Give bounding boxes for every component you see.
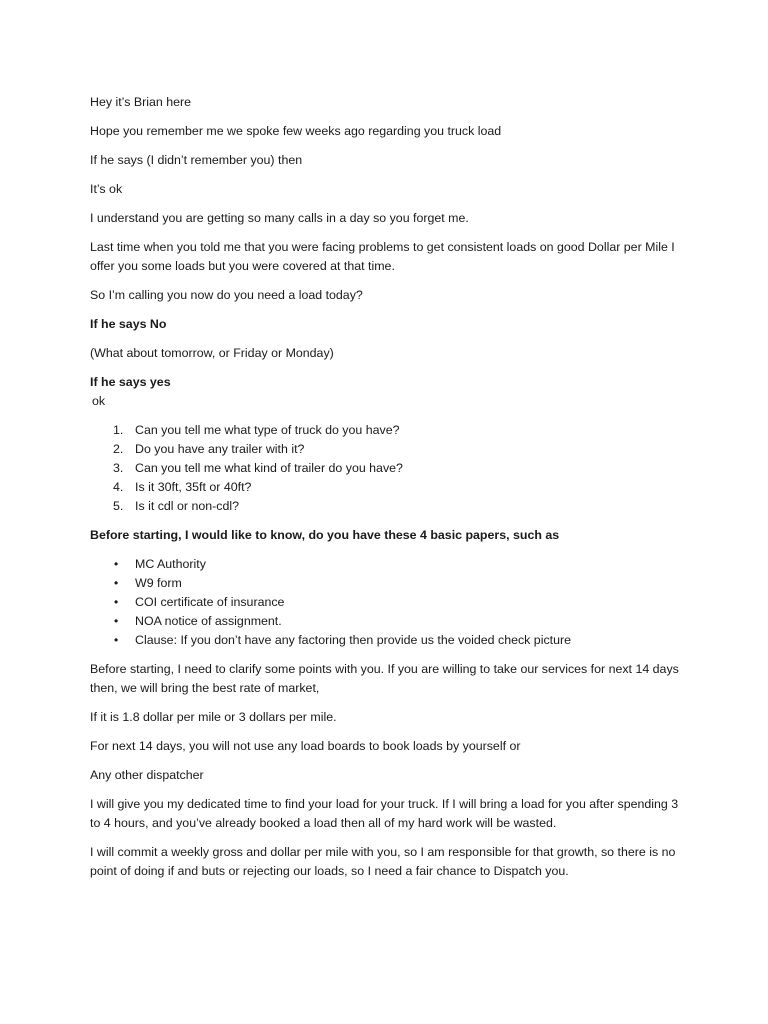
list-number: 5. [113,499,124,513]
list-number: 3. [113,461,124,475]
list-item [90,593,690,612]
list-item [90,440,690,459]
greeting-line: Hey it’s Brian here [90,95,192,109]
list-item-text: Is it 30ft, 35ft or 40ft? [135,480,252,494]
list-item [90,459,690,478]
other-dispatcher-line: Any other dispatcher [90,768,204,782]
papers-heading: Before starting, I would like to know, do you have these 4 basic papers, such as [90,528,560,542]
if-yes-heading: If he says yes [90,375,171,389]
list-item [90,421,690,440]
if-no-heading: If he says No [90,317,167,331]
bullet-icon: • [114,595,119,609]
list-item-text: Do you have any trailer with it? [135,442,305,456]
list-item-text: Can you tell me what type of truck do you have? [135,423,400,437]
bullet-icon: • [114,576,119,590]
list-item [90,612,690,631]
understanding-line: I understand you are getting so many calls in a day so you forget me. [90,211,469,225]
list-number: 4. [113,480,124,494]
condition-line: If he says (I didn’t remember you) then [90,153,303,167]
list-item-text: NOA notice of assignment. [135,614,282,628]
alternative-days-line: (What about tomorrow, or Friday or Monday) [90,346,334,360]
list-item-text: Can you tell me what kind of trailer do you have? [135,461,403,475]
bullet-icon: • [114,557,119,571]
list-item-text: MC Authority [135,557,206,571]
load-boards-line: For next 14 days, you will not use any load boards to book loads by yourself or [90,739,521,753]
reassurance-line: It’s ok [90,182,123,196]
rate-line: If it is 1.8 dollar per mile or 3 dollars per mile. [90,710,337,724]
list-item-text: COI certificate of insurance [135,595,285,609]
load-question-line: So I’m calling you now do you need a load today? [90,288,363,302]
papers-list [90,555,690,650]
list-number: 2. [113,442,124,456]
list-number: 1. [113,423,124,437]
list-item-text: W9 form [135,576,182,590]
clarify-paragraph: Before starting, I need to clarify some points with you. If you are willing to take our services for next 14 days then, we will bring the best rate of market, [90,662,679,695]
reminder-line: Hope you remember me we spoke few weeks ago regarding you truck load [90,124,502,138]
list-item [90,478,690,497]
document-page [90,93,690,891]
list-item [90,497,690,516]
list-item [90,574,690,593]
list-item [90,631,690,650]
last-time-paragraph: Last time when you told me that you were facing problems to get consistent loads on good Dollar per Mile I offer you some loads but you were covered at that time. [90,240,675,273]
dedicated-time-paragraph: I will give you my dedicated time to find your load for your truck. If I will bring a load for you after spending 3 to 4 hours, and you’ve already booked a load then all of my hard work will be wasted. [90,797,679,830]
list-item [90,555,690,574]
ok-line: ok [92,394,106,408]
list-item-text: Is it cdl or non-cdl? [135,499,239,513]
commitment-paragraph: I will commit a weekly gross and dollar per mile with you, so I am responsible for that growth, so there is no point of doing if and buts or rejecting our loads, so I need a fair chance to Dispatch you. [90,845,676,878]
questions-list [90,421,690,516]
list-item-text: Clause: If you don’t have any factoring then provide us the voided check picture [135,633,572,647]
bullet-icon: • [114,633,119,647]
bullet-icon: • [114,614,119,628]
